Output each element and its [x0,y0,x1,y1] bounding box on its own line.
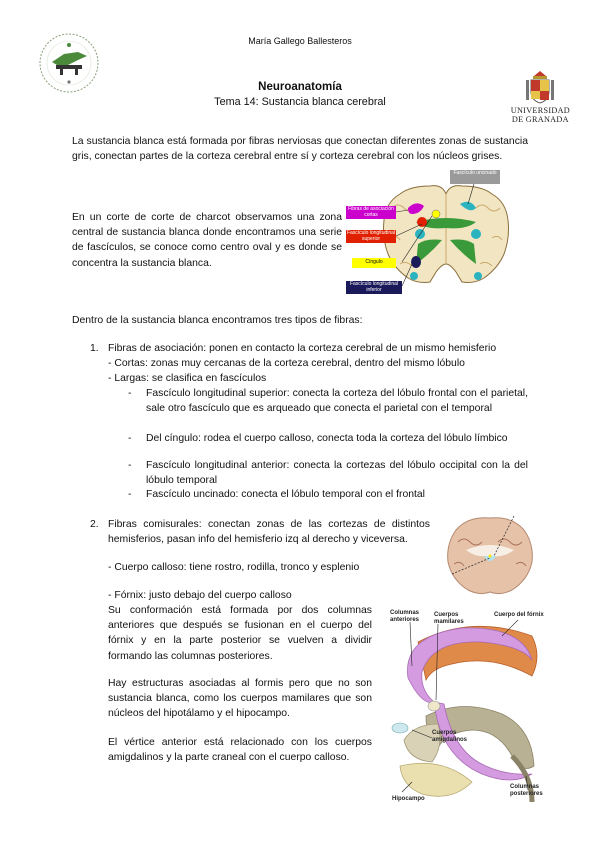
section2-calloso: - Cuerpo calloso: tiene rostro, rodilla, tronco y esplenio [108,562,360,573]
label-cuerpos-mamilares: Cuerpos mamilares [434,612,464,625]
university-name-line1: UNIVERSIDAD [510,106,570,115]
label-longitudinal-inferior: Fascículo longitudinal inferior [346,281,402,294]
fascicle-item-1-dash: - [128,388,132,399]
fascicle-item-2-dash: - [128,433,132,444]
section2-vertice: El vértice anterior está relacionado con los cuerpos amigdalinos y la parte craneal con el cuerpo calloso. [108,737,372,764]
section1-largas: - Largas: se clasifica en fascículos [108,373,267,384]
label-short-association: Fibras de asociación cortas [346,206,396,219]
fascicle-item-4-dash: - [128,489,132,500]
university-name-line2: DE GRANADA [511,115,569,124]
author-name: María Gallego Ballesteros [248,36,352,46]
fascicle-item-4: Fascículo uncinado: conecta el lóbulo temporal con el frontal [146,489,425,500]
brain-section-figure [346,168,530,300]
fascicle-item-2: Del cíngulo: rodea el cuerpo calloso, conecta toda la corteza del lóbulo límbico [146,433,508,444]
page-title: Neuroanatomía [258,81,342,93]
label-uncinado: Fascículo uncinado [453,170,497,176]
section2-number: 2. [90,519,99,530]
label-hipocampo: Hipocampo [392,796,425,802]
section2-estructuras: Hay estructuras asociadas al formis pero que no son sustancia blanca, como los cuerpos mamilares que son núcleos del hipotálamo y el hipocampo. [108,678,372,720]
fiber-types-intro: Dentro de la sustancia blanca encontramos tres tipos de fibras: [72,315,363,326]
section1-number: 1. [90,343,99,354]
label-longitudinal-superior: Fascículo longitudinal superior [346,230,396,242]
section2-fornix: - Fórnix: justo debajo del cuerpo calloso [108,590,292,601]
corpus-callosum-figure [444,512,536,598]
label-cuerpos-amigdalinos: Cuerpos amigdalinos [432,730,468,743]
fascicle-item-1: Fascículo longitudinal superior: conecta la corteza del lóbulo frontal con el parietal, sale otro fascículo que es arqueado que conecta el parietal con el temporal [146,388,528,415]
section2-heading: Fibras comisurales: conectan zonas de las cortezas de distintos hemisferios, pasan info del hemisferio izq al derecho y viceversa. [108,519,430,546]
label-cingulo: Cíngulo [352,258,396,268]
section2-fornix-desc: Su conformación está formada por dos columnas anteriores que después se fusionan en el cuerpo del fórnix y en la parte posterior se vuelven a dividir formando las columnas posteriores. [108,605,372,662]
page-subtitle: Tema 14: Sustancia blanca cerebral [214,96,386,108]
section1-cortas: - Cortas: zonas muy cercanas de la corteza cerebral, dentro del mismo lóbulo [108,358,465,369]
charcot-paragraph: En un corte de corte de charcot observamos una zona central de sustancia blanca donde encontramos una serie de fascículos, se conoce como centro oval y es donde se concentra la sustancia blanca. [72,212,342,269]
label-cuerpo-fornix: Cuerpo del fórnix [494,612,544,618]
label-columnas-anteriores: Columnas anteriores [390,610,420,623]
fascicle-item-3: Fascículo longitudinal anterior: conecta la cortezas del lóbulo occipital con la del lóbulo temporal [146,460,528,487]
intro-paragraph: La sustancia blanca está formada por fibras nerviosas que conectan diferentes zonas de sustancia gris, conectan partes de la corteza cerebral entre sí y corteza cerebral con los núcleos grises. [72,136,528,163]
fascicle-item-3-dash: - [128,460,132,471]
label-columnas-posteriores: Columnas posteriores [510,784,543,797]
section1-heading: Fibras de asociación: ponen en contacto la corteza cerebral de un mismo hemisferio [108,343,497,354]
fornix-figure [382,606,544,806]
